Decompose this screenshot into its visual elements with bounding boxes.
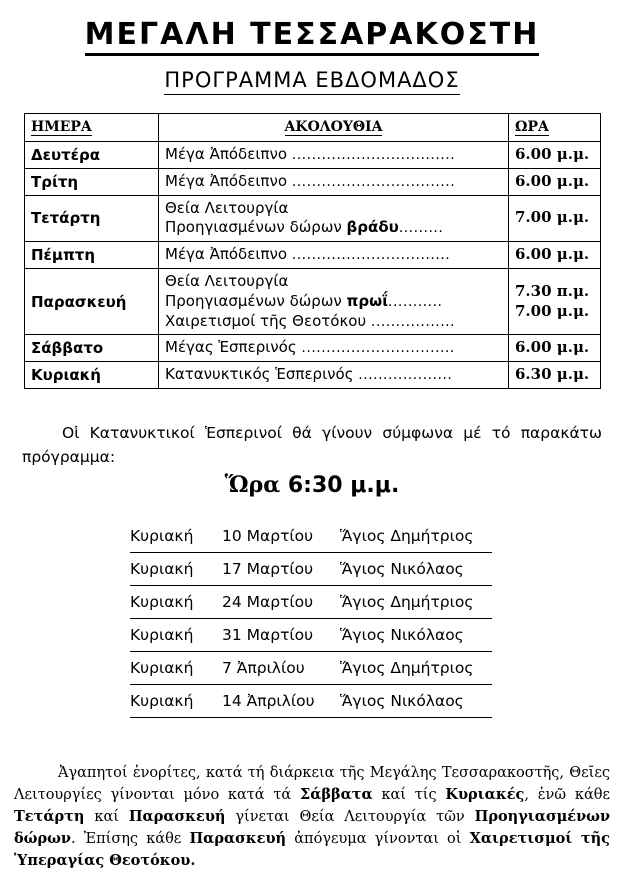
emphasis-text: Σάββατα [299,786,373,804]
emphasis-text: Προηγιασμένων δώρων [14,808,610,848]
cell-time: 6.00 μ.μ. [509,168,601,195]
intro-paragraph: Οἱ Κατανυκτικοί Ἑσπερινοί θά γίνουν σύμφωνα μέ τό παρακάτω πρόγραμμα: [22,424,602,467]
cell-service: Κατανυκτικός Ἑσπερινός ................... [159,362,509,389]
table-row [25,195,601,242]
table-row [25,142,601,169]
date-row-church: Ἅγιος Νικόλαος [340,553,492,586]
weekly-schedule-body [25,142,601,389]
date-row-church: Ἅγιος Δημήτριος [340,520,492,553]
hour-heading [0,472,624,498]
dot-leader: ................... [358,367,453,384]
emphasis-text: Παρασκευή [189,830,287,848]
emphasis-text: Χαιρετισμοί τῆς Ὑπεραγίας Θεοτόκου. [14,830,610,870]
page-subtitle [0,68,624,95]
date-row-day: Κυριακή [130,520,222,553]
vespers-dates-body [130,520,492,718]
page-title [0,18,624,56]
cell-time: 6.00 μ.μ. [509,142,601,169]
dot-leader: ................................. [291,147,456,163]
weekly-schedule-table [24,113,601,389]
vespers-dates-table [130,520,492,718]
cell-day: Δευτέρα [25,142,159,169]
dot-leader: ................. [370,313,456,330]
table-row [25,268,601,334]
cell-time: 6.00 μ.μ. [509,335,601,362]
column-header-time: ΩΡΑ [509,114,601,142]
date-row-day: Κυριακή [130,586,222,619]
date-row-day: Κυριακή [130,652,222,685]
list-item [130,685,492,718]
list-item [130,586,492,619]
table-row [25,362,601,389]
list-item [130,520,492,553]
closing-paragraph: Ἀγαπητοί ἐνορίτες, κατά τή διάρκεια τῆς Μεγάλης Τεσσαρακοστῆς, Θεῖες Λειτουργίες γίνονται μόνο κατά τά Σάββατα καί τίς Κυριακές, ἐνῶ κάθε Τετάρτη καί Παρασκευή γίνεται Θεία Λειτουργία τῶν Προηγιασμένων δώρων. Ἐπίσης κάθε Παρασκευή ἀπόγευμα γίνονται οἱ Χαιρετισμοί τῆς Ὑπεραγίας Θεοτόκου. [14,765,610,870]
cell-day: Παρασκευή [25,268,159,334]
page-title-text: ΜΕΓΑΛΗ ΤΕΣΣΑΡΑΚΟΣΤΗ [85,18,540,56]
date-row-day: Κυριακή [130,553,222,586]
dot-leader: ........... [388,293,443,310]
date-row-church: Ἅγιος Δημήτριος [340,586,492,619]
emphasis-text: Κυριακές [445,786,525,804]
table-header-row [25,114,601,142]
date-row-church: Ἅγιος Δημήτριος [340,652,492,685]
cell-service: Μέγα Ἀπόδειπνο ................................. [159,142,509,169]
table-row [25,168,601,195]
date-row-date: 17 Μαρτίου [222,553,340,586]
cell-service: Μέγα Ἀπόδειπνο ................................. [159,168,509,195]
cell-day: Κυριακή [25,362,159,389]
date-row-date: 10 Μαρτίου [222,520,340,553]
list-item [130,553,492,586]
table-row [25,242,601,269]
cell-time: 6.00 μ.μ. [509,242,601,269]
cell-day: Τρίτη [25,168,159,195]
date-row-day: Κυριακή [130,685,222,718]
dot-leader: ................................ [291,247,451,264]
cell-time: 6.30 μ.μ. [509,362,601,389]
emphasis-text: Τετάρτη [14,808,85,826]
dot-leader: ............................... [301,340,455,357]
cell-day: Σάββατο [25,335,159,362]
date-row-date: 24 Μαρτίου [222,586,340,619]
table-row [25,335,601,362]
date-row-date: 31 Μαρτίου [222,619,340,652]
cell-time: 7.30 π.μ. 7.00 μ.μ. [509,268,601,334]
date-row-date: 14 Ἀπριλίου [222,685,340,718]
page-subtitle-text: ΠΡΟΓΡΑΜΜΑ ΕΒΔΟΜΑΔΟΣ [164,68,459,95]
list-item [130,619,492,652]
dot-leader: ......... [398,220,444,237]
cell-service: Μέγας Ἑσπερινός ............................... [159,335,509,362]
column-header-service: ΑΚΟΛΟΥΘΙΑ [159,114,509,142]
column-header-day: ΗΜΕΡΑ [25,114,159,142]
emphasis-text: Παρασκευή [128,808,226,826]
date-row-date: 7 Ἀπριλίου [222,652,340,685]
cell-day: Τετάρτη [25,195,159,242]
cell-time: 7.00 μ.μ. [509,195,601,242]
date-row-day: Κυριακή [130,619,222,652]
cell-day: Πέμπτη [25,242,159,269]
dot-leader: ................................. [291,173,456,190]
list-item [130,652,492,685]
date-row-church: Ἅγιος Νικόλαος [340,685,492,718]
date-row-church: Ἅγιος Νικόλαος [340,619,492,652]
cell-service: Μέγα Ἀπόδειπνο ................................ [159,242,509,269]
hour-heading-word: Ὥρα [224,472,288,498]
cell-service: Θεία Λειτουργία Προηγιασμένων δώρων πρωΐ........... Χαιρετισμοί τῆς Θεοτόκου ................. [159,268,509,334]
cell-service: Θεία Λειτουργία Προηγιασμένων δώρων βράδυ......... [159,195,509,242]
hour-heading-time: 6:30 μ.μ. [287,473,400,498]
